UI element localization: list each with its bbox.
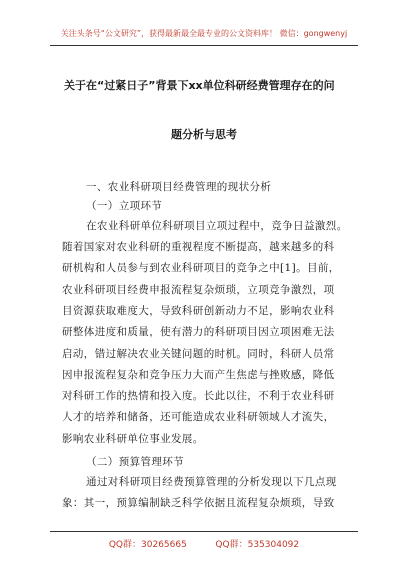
subsection-heading: （一）立项环节: [86, 200, 163, 212]
paragraph-line: 人才的培养和储备，还可能造成农业科研领域人才流失，: [62, 411, 335, 423]
footer-qq-groups: QQ群：30265665 QQ群：535304092: [108, 540, 300, 550]
paragraph-line: 对科研工作的热情和投入度。长此以往，不利于农业科研: [62, 390, 335, 402]
section-heading: 一、农业科研项目经费管理的现状分析: [86, 181, 272, 193]
paragraph-line: 农业科研项目经费申报流程复杂烦琐，立项竞争激烈，项: [62, 284, 335, 296]
paragraph-line: 目资源获取难度大，导致科研创新动力不足，影响农业科: [62, 305, 335, 317]
paragraph-line: 影响农业科研单位事业发展。: [62, 433, 204, 445]
document-title-line-1: 关于在“过紧日子”背景下xx单位科研经费管理存在的问: [64, 79, 335, 92]
paragraph-line: 在农业科研单位科研项目立项过程中，竞争日益激烈。: [86, 220, 348, 232]
paragraph-line: 随着国家对农业科研的重视程度不断提高，越来越多的科: [62, 241, 335, 253]
document-title-line-2: 题分析与思考: [171, 128, 237, 141]
subsection-heading: （二）预算管理环节: [86, 456, 185, 468]
paragraph-line: 研机构和人员参与到农业科研项目的竞争之中[1]。目前，: [62, 262, 340, 274]
paragraph-line: 研整体进度和质量，使有潜力的科研项目因立项困难无法: [62, 326, 335, 338]
paragraph-line: 因申报流程复杂和竞争压力大而产生焦虑与挫败感，降低: [62, 369, 335, 381]
paragraph-line: 通过对科研项目经费预算管理的分析发现以下几点现: [86, 476, 337, 488]
paragraph-line: 启动，错过解决农业关键问题的时机。同时，科研人员常: [62, 348, 335, 360]
paragraph-line: 象：其一，预算编制缺乏科学依据且流程复杂烦琐，导致: [62, 497, 335, 509]
header-divider: [50, 45, 358, 46]
header-note: 关注头条号“公文研究”，获得最新最全最专业的公文资料库！ 微信：gongwenyj: [60, 29, 348, 38]
footer-divider: [50, 531, 358, 532]
